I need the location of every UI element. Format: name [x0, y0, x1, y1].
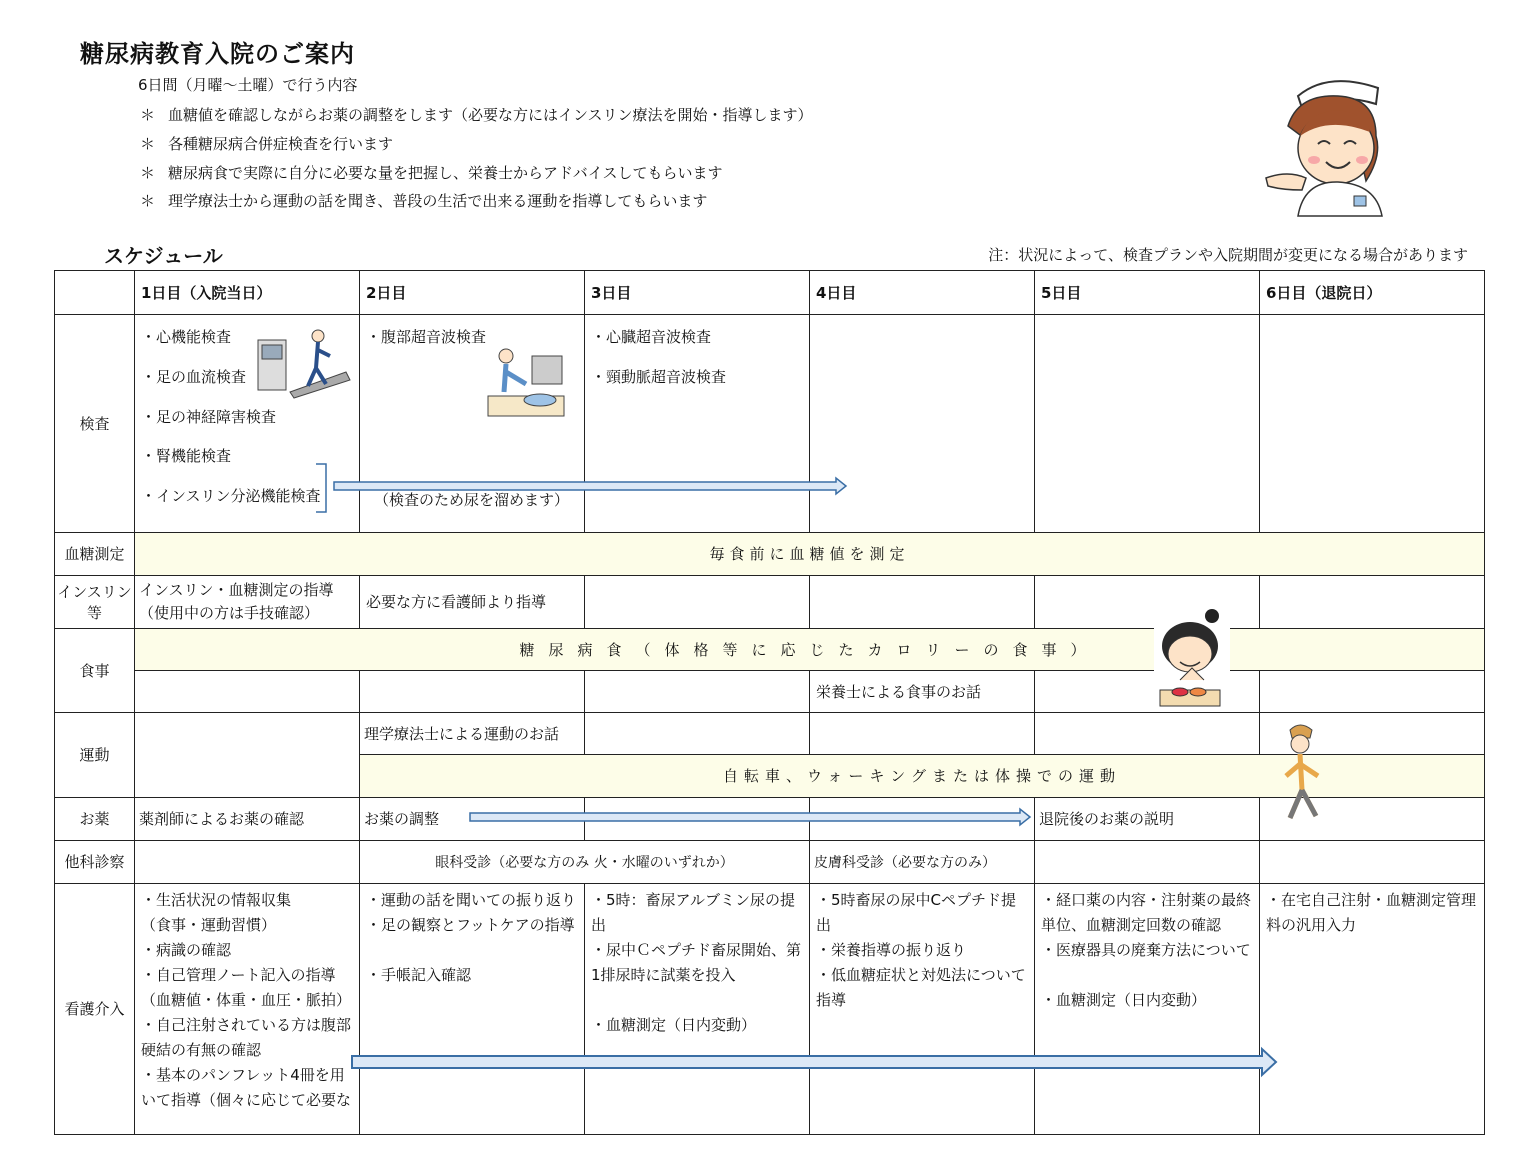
bracket-icon	[316, 464, 326, 512]
day-header: 6日目（退院日）	[1260, 271, 1485, 315]
list-item: ・病識の確認	[141, 941, 232, 960]
row-label: 他科診察	[55, 840, 135, 883]
list-item: ・腎機能検査	[141, 447, 232, 466]
band-undou: 自転車、ウォーキングまたは体操での運動	[360, 754, 1485, 797]
cell-shokuji-day4: 栄養士による食事のお話	[810, 670, 1035, 712]
row-label: 血糖測定	[55, 532, 135, 575]
cell-takka-day4: 皮膚科受診（必要な方のみ）	[810, 840, 1035, 883]
arrow-medicine-icon	[470, 809, 1030, 825]
band-shokuji: 糖尿病食（体格等に応じたカロリーの食事）	[135, 628, 1485, 670]
band-kettou: 毎食前に血糖値を測定	[135, 532, 1485, 575]
list-item: ・腹部超音波検査	[366, 328, 487, 346]
list-item: ・心臓超音波検査	[591, 328, 712, 346]
row-label: 検査	[55, 315, 135, 533]
list-item: ・インスリン分泌機能検査	[141, 487, 321, 506]
cell-takka-day23: 眼科受診（必要な方のみ 火・水曜のいずれか）	[360, 840, 810, 883]
bullet-4: ＊ 理学療法士から運動の話を聞き、普段の生活で出来る運動を指導してもらいます	[140, 192, 708, 210]
list-item: ・基本のパンフレット4冊を用いて指導（個々に応じて必要な	[141, 1066, 352, 1110]
list-item: （食事・運動習慣）	[141, 916, 277, 935]
list-item: ・足の血流検査	[141, 367, 247, 386]
eating-child-icon	[1154, 609, 1230, 710]
list-item: ・生活状況の情報収集	[141, 890, 292, 909]
list-item: ・尿中Ｃペプチド畜尿開始、第1排尿時に試薬を投入	[591, 941, 802, 985]
list-item: ・自己注射されている方は腹部硬結の有無の確認	[141, 1016, 352, 1060]
day-header: 1日目（入院当日）	[135, 271, 360, 315]
list-item: ・自己管理ノート記入の指導	[141, 966, 336, 985]
list-item: ・医療器具の廃棄方法について	[1041, 941, 1251, 960]
schedule-title: スケジュール	[104, 244, 223, 268]
treadmill-icon	[258, 330, 350, 398]
list-item: ・在宅自己注射・血糖測定管理料の汎用入力	[1266, 890, 1477, 935]
list-item: ・手帳記入確認	[366, 966, 472, 985]
list-item: ・頸動脈超音波検査	[591, 367, 727, 386]
bullet-1: ＊ 血糖値を確認しながらお薬の調整をします（必要な方にはインスリン療法を開始・指導します）	[140, 106, 813, 124]
row-label: 運動	[55, 712, 135, 797]
list-item: （血糖値・体重・血圧・脈拍）	[141, 991, 352, 1010]
list-item: ・足の観察とフットケアの指導	[366, 916, 575, 935]
day-header: 2日目	[360, 271, 585, 315]
arrow-urine-icon	[334, 478, 846, 494]
bullet-3: ＊ 糖尿病食で実際に自分に必要な量を把握し、栄養士からアドバイスしてもらいます	[140, 164, 723, 182]
list-item: ・経口薬の内容・注射薬の最終単位、血糖測定回数の確認	[1041, 890, 1252, 935]
list-item: ・血糖測定（日内変動）	[1041, 991, 1207, 1010]
insulin-line-2: （使用中の方は手技確認）	[139, 603, 320, 622]
cell-kusuri-day2: お薬の調整	[360, 797, 585, 840]
list-item: ・血糖測定（日内変動）	[591, 1016, 757, 1035]
row-label: 看護介入	[55, 883, 135, 1134]
list-item: ・5時：畜尿アルブミン尿の提出	[591, 890, 795, 935]
list-item: ・運動の話を聞いての振り返り	[366, 890, 577, 909]
cell-undou-day2: 理学療法士による運動のお話	[360, 712, 585, 754]
row-label: 食事	[55, 628, 135, 712]
list-item: ・足の神経障害検査	[141, 407, 277, 426]
schedule-note: 注：状況によって、検査プランや入院期間が変更になる場合があります	[988, 246, 1468, 264]
insulin-line-1: インスリン・血糖測定の指導	[139, 581, 334, 600]
day-header: 4日目	[810, 271, 1035, 315]
subtitle: 6日間（月曜～土曜）で行う内容	[138, 76, 358, 94]
row-label: お薬	[55, 797, 135, 840]
list-item: ・低血糖症状と対処法について指導	[816, 966, 1026, 1010]
day-header: 5日目	[1035, 271, 1260, 315]
urine-note: （検査のため尿を溜めます）	[374, 491, 570, 509]
walking-woman-icon	[1286, 725, 1318, 818]
cell-kusuri-day5: 退院後のお薬の説明	[1035, 797, 1260, 840]
list-item: ・栄養指導の振り返り	[816, 941, 967, 960]
cell-kusuri-day1: 薬剤師によるお薬の確認	[135, 797, 360, 840]
cell-insulin-day2: 必要な方に看護師より指導	[360, 575, 585, 628]
ultrasound-icon	[488, 349, 564, 416]
arrow-nursing-icon	[352, 1049, 1276, 1075]
list-item: ・心機能検査	[141, 328, 232, 346]
list-item: ・5時畜尿の尿中Cペプチド提出	[816, 890, 1017, 935]
bullet-2: ＊ 各種糖尿病合併症検査を行います	[140, 135, 394, 153]
day-header: 3日目	[585, 271, 810, 315]
page-title: 糖尿病教育入院のご案内	[80, 40, 355, 68]
row-label: インスリン等	[55, 575, 135, 628]
